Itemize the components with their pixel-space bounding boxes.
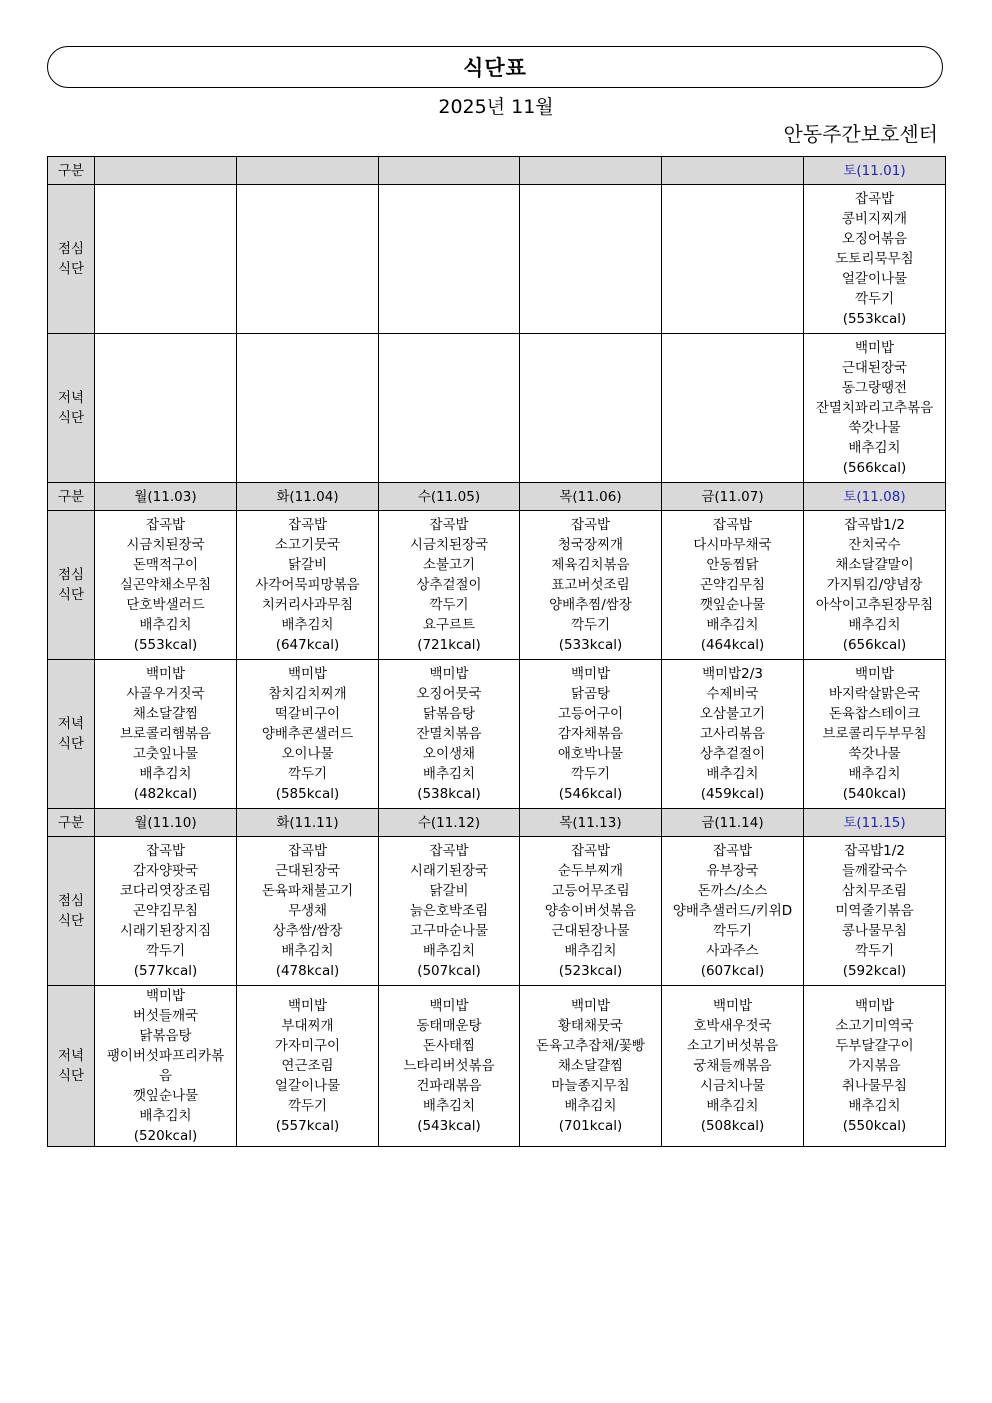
menu-item: 배추김치 [848, 766, 901, 782]
meal-label-line: 저녁 [57, 1048, 85, 1064]
meal-label-line: 식단 [57, 736, 85, 752]
day-header: 화(11.04) [237, 483, 379, 511]
menu-cell [95, 660, 237, 809]
menu-cell [379, 660, 520, 809]
menu-item: (701kcal) [558, 1118, 623, 1134]
menu-item: 잡곡밥 [570, 517, 611, 533]
menu-item: 사골우거짓국 [126, 686, 205, 702]
menu-item: (508kcal) [700, 1118, 765, 1134]
menu-item: 감자양팟국 [132, 863, 199, 879]
menu-cell [95, 185, 237, 334]
menu-item: (507kcal) [417, 963, 481, 979]
day-header: 금(11.14) [662, 809, 804, 837]
menu-cell [237, 660, 379, 809]
lunch-label [48, 837, 95, 986]
menu-item: 백미밥 [570, 666, 611, 682]
menu-item: 호박새우젓국 [693, 1018, 772, 1034]
menu-item: 감자채볶음 [557, 726, 624, 742]
menu-cell [520, 986, 662, 1147]
menu-item: 애호박나물 [557, 746, 624, 762]
lunch-row [48, 511, 946, 660]
menu-item: 백미밥 [429, 666, 469, 682]
menu-item: 배추김치 [139, 766, 192, 782]
menu-item: 삼치무조림 [841, 883, 908, 899]
menu-item: 닭볶음탕 [139, 1028, 192, 1044]
menu-item: 백미밥 [854, 666, 895, 682]
menu-item: 깍두기 [854, 291, 895, 307]
menu-cell [95, 986, 237, 1147]
menu-item: 콩나물무침 [841, 923, 908, 939]
menu-item: 다시마무채국 [693, 537, 772, 553]
menu-item: 배추김치 [848, 440, 901, 456]
meal-label-line: 점심 [57, 241, 85, 257]
menu-item: 백미밥 [287, 998, 328, 1014]
menu-item: (607kcal) [700, 963, 765, 979]
menu-item: 잡곡밥 [429, 517, 469, 533]
menu-item: 닭갈비 [287, 557, 328, 573]
menu-item: 배추김치 [848, 617, 901, 633]
menu-item: 잡곡밥 [712, 843, 753, 859]
menu-cell [662, 334, 804, 483]
dinner-row [48, 660, 946, 809]
menu-item: 소고기뭇국 [274, 537, 341, 553]
menu-item: 잡곡밥 [145, 843, 186, 859]
menu-cell [662, 837, 804, 986]
menu-item: 잡곡밥 [712, 517, 753, 533]
menu-item: 잡곡밥 [429, 843, 469, 859]
day-header [95, 157, 237, 185]
menu-item: 코다리엿장조림 [119, 883, 212, 899]
organization-name: 안동주간보호센터 [783, 122, 938, 146]
menu-item: 깍두기 [854, 943, 895, 959]
menu-item: 깍두기 [287, 1098, 328, 1114]
day-header: 수(11.12) [379, 809, 520, 837]
menu-item: 채소달걀말이 [835, 557, 914, 573]
menu-item: 제육김치볶음 [551, 557, 630, 573]
meal-label-line: 식단 [57, 410, 85, 426]
menu-item: 동그랑땡전 [841, 380, 908, 396]
menu-item: 쑥갓나물 [848, 746, 901, 762]
menu-item: 백미밥2/3 [702, 666, 763, 682]
menu-item: 근대된장국 [841, 360, 908, 376]
menu-item: 사각어묵피망볶음 [255, 577, 360, 593]
category-label: 구분 [48, 157, 95, 185]
menu-cell [95, 837, 237, 986]
menu-item: 깍두기 [570, 617, 611, 633]
menu-item: 실곤약채소무침 [119, 577, 212, 593]
menu-item: 돈사태찜 [422, 1038, 476, 1054]
menu-item: 상추겉절이 [416, 577, 482, 593]
menu-item: 느타리버섯볶음 [403, 1058, 495, 1074]
menu-item: 요구르트 [422, 617, 476, 633]
menu-cell [520, 511, 662, 660]
menu-item: (538kcal) [417, 786, 481, 802]
menu-item: 얼갈이나물 [274, 1078, 341, 1094]
menu-item: 잡곡밥1/2 [844, 843, 905, 859]
category-label: 구분 [48, 483, 95, 511]
menu-item: 양배추콘샐러드 [261, 726, 354, 742]
meal-label-line: 식단 [57, 587, 85, 603]
menu-item: 깍두기 [570, 766, 611, 782]
day-header: 수(11.05) [379, 483, 520, 511]
menu-item: 오삼불고기 [699, 706, 766, 722]
menu-item: 건파래볶음 [416, 1078, 482, 1094]
menu-cell [237, 334, 379, 483]
menu-cell [379, 837, 520, 986]
day-header: 화(11.11) [237, 809, 379, 837]
menu-item: (459kcal) [700, 786, 765, 802]
menu-cell [520, 185, 662, 334]
week-header-row [48, 483, 946, 511]
menu-cell [520, 837, 662, 986]
menu-item: 가자미구이 [274, 1038, 341, 1054]
menu-cell [379, 986, 520, 1147]
menu-item: 황태채뭇국 [557, 1018, 624, 1034]
menu-item: 떡갈비구이 [274, 706, 341, 722]
menu-item: 양배추샐러드/키위D [672, 903, 793, 919]
lunch-row [48, 837, 946, 986]
week-header-row [48, 809, 946, 837]
menu-item: 부대찌개 [281, 1018, 334, 1034]
menu-item: 고등어구이 [557, 706, 624, 722]
menu-item: 잡곡밥 [287, 517, 328, 533]
meal-label-line: 점심 [57, 893, 85, 909]
dinner-label [48, 334, 95, 483]
menu-cell [662, 660, 804, 809]
menu-item: (553kcal) [842, 311, 907, 327]
menu-item: 시금치된장국 [409, 537, 489, 553]
menu-item: (553kcal) [133, 637, 198, 653]
menu-item: 닭갈비 [429, 883, 469, 899]
menu-item: 콩비지찌개 [841, 211, 908, 227]
menu-cell [804, 511, 946, 660]
menu-cell [662, 185, 804, 334]
menu-item: (592kcal) [842, 963, 907, 979]
menu-item: 백미밥 [854, 340, 895, 356]
meal-label-line: 저녁 [57, 716, 85, 732]
day-header [379, 157, 520, 185]
menu-item: 쑥갓나물 [848, 420, 901, 436]
menu-item: 버섯들깨국 [132, 1008, 199, 1024]
menu-item: 무생채 [287, 903, 328, 919]
lunch-label [48, 511, 95, 660]
menu-item: 닭볶음탕 [422, 706, 476, 722]
menu-item: 배추김치 [281, 617, 334, 633]
menu-cell [520, 660, 662, 809]
day-header: 토(11.01) [804, 157, 946, 185]
menu-item: (533kcal) [558, 637, 623, 653]
menu-item: 고구마순나물 [409, 923, 489, 939]
menu-item: 오이생채 [422, 746, 476, 762]
menu-item: 잡곡밥 [287, 843, 328, 859]
menu-item: 음 [158, 1068, 173, 1084]
menu-cell [520, 334, 662, 483]
menu-item: 양배추찜/쌈장 [549, 597, 632, 613]
menu-cell [95, 334, 237, 483]
menu-item: 잡곡밥 [854, 191, 895, 207]
dinner-row [48, 334, 946, 483]
menu-item: 배추김치 [564, 943, 617, 959]
menu-cell [95, 511, 237, 660]
menu-item: 배추김치 [139, 617, 192, 633]
day-header [520, 157, 662, 185]
menu-item: 백미밥 [854, 998, 895, 1014]
menu-item: (546kcal) [558, 786, 623, 802]
menu-item: 상추겉절이 [699, 746, 766, 762]
menu-item: 소고기미역국 [835, 1018, 914, 1034]
menu-item: 취나물무침 [841, 1078, 908, 1094]
day-header: 금(11.07) [662, 483, 804, 511]
menu-item: 늙은호박조림 [409, 903, 489, 919]
day-header: 목(11.06) [520, 483, 662, 511]
menu-item: 오이나물 [281, 746, 334, 762]
menu-item: 유부장국 [706, 863, 759, 879]
menu-cell [237, 511, 379, 660]
menu-item: 들깨칼국수 [841, 863, 908, 879]
menu-item: 곤약김무침 [132, 903, 199, 919]
menu-item: 돈육고추잡채/꽃빵 [536, 1038, 645, 1054]
menu-item: 사과주스 [706, 943, 759, 959]
menu-item: (656kcal) [842, 637, 907, 653]
meal-label-line: 식단 [57, 1068, 85, 1084]
menu-item: 깍두기 [287, 766, 328, 782]
day-header: 토(11.15) [804, 809, 946, 837]
menu-item: 배추김치 [139, 1108, 192, 1124]
menu-item: 시래기된장국 [409, 863, 489, 879]
menu-cell [804, 334, 946, 483]
menu-item: 오징어볶음 [841, 231, 908, 247]
menu-item: (520kcal) [133, 1128, 198, 1144]
menu-item: (540kcal) [842, 786, 907, 802]
menu-cell [237, 185, 379, 334]
menu-item: 깻잎순나물 [132, 1088, 199, 1104]
month-subtitle: 2025년 11월 [438, 96, 554, 118]
menu-item: 연근조림 [281, 1058, 334, 1074]
menu-item: 시금치나물 [699, 1078, 766, 1094]
menu-item: 깍두기 [145, 943, 186, 959]
menu-item: 백미밥 [145, 666, 186, 682]
lunch-row [48, 185, 946, 334]
menu-item: 양송이버섯볶음 [544, 903, 637, 919]
meal-label-line: 식단 [57, 261, 85, 277]
menu-item: 돈육찹스테이크 [828, 706, 921, 722]
menu-item: (523kcal) [558, 963, 623, 979]
menu-item: (557kcal) [275, 1118, 340, 1134]
menu-item: 배추김치 [281, 943, 334, 959]
menu-item: 깻잎순나물 [699, 597, 766, 613]
title-box [47, 46, 943, 88]
menu-item: 브로콜리두부무침 [822, 726, 927, 742]
category-label: 구분 [48, 809, 95, 837]
menu-item: (577kcal) [133, 963, 198, 979]
menu-cell [662, 986, 804, 1147]
day-header: 토(11.08) [804, 483, 946, 511]
menu-cell [804, 660, 946, 809]
menu-item: 곤약김무침 [699, 577, 766, 593]
menu-item: (543kcal) [417, 1118, 481, 1134]
menu-cell [804, 986, 946, 1147]
day-header [662, 157, 804, 185]
menu-item: 청국장찌개 [557, 537, 624, 553]
menu-item: (464kcal) [700, 637, 765, 653]
menu-item: 근대된장나물 [551, 923, 630, 939]
menu-item: 순두부찌개 [557, 863, 624, 879]
menu-item: (550kcal) [842, 1118, 907, 1134]
menu-item: (566kcal) [842, 460, 907, 476]
menu-item: 배추김치 [422, 1098, 476, 1114]
menu-item: 닭곰탕 [570, 686, 611, 702]
menu-item: 시금치된장국 [126, 537, 205, 553]
menu-item: 잡곡밥 [570, 843, 611, 859]
menu-item: 근대된장국 [274, 863, 341, 879]
menu-item: 도토리묵무침 [835, 251, 914, 267]
menu-item: (585kcal) [275, 786, 340, 802]
menu-cell [237, 986, 379, 1147]
menu-item: 배추김치 [848, 1098, 901, 1114]
menu-item: 마늘종지무침 [551, 1078, 630, 1094]
menu-cell [237, 837, 379, 986]
menu-item: 깍두기 [712, 923, 753, 939]
lunch-label [48, 185, 95, 334]
menu-item: 백미밥 [429, 998, 469, 1014]
day-header [237, 157, 379, 185]
menu-item: 안동찜닭 [706, 557, 759, 573]
menu-cell [379, 334, 520, 483]
menu-item: 오징어뭇국 [416, 686, 482, 702]
menu-item: 동태매운탕 [416, 1018, 482, 1034]
dinner-row [48, 986, 946, 1147]
menu-item: 배추김치 [422, 943, 476, 959]
menu-item: 두부달걀구이 [835, 1038, 914, 1054]
menu-item: 미역줄기볶음 [835, 903, 914, 919]
menu-item: 바지락살맑은국 [828, 686, 921, 702]
dinner-label [48, 660, 95, 809]
menu-item: 배추김치 [706, 617, 759, 633]
menu-cell [804, 185, 946, 334]
menu-item: 백미밥 [287, 666, 328, 682]
menu-item: 채소달걀찜 [557, 1058, 624, 1074]
menu-item: 참치김치찌개 [268, 686, 347, 702]
menu-item: 고등어무조림 [551, 883, 630, 899]
day-header: 목(11.13) [520, 809, 662, 837]
menu-item: 돈육파채불고기 [261, 883, 354, 899]
menu-item: 잡곡밥 [145, 517, 186, 533]
menu-item: 고사리볶음 [699, 726, 766, 742]
menu-item: 단호박샐러드 [126, 597, 205, 613]
day-header: 월(11.03) [95, 483, 237, 511]
menu-item: 백미밥 [712, 998, 753, 1014]
menu-item: 얼갈이나물 [841, 271, 908, 287]
menu-item: 시래기된장지짐 [119, 923, 212, 939]
menu-item: 배추김치 [564, 1098, 617, 1114]
menu-item: 잔치국수 [848, 537, 901, 553]
menu-item: 상추쌈/쌈장 [272, 923, 343, 939]
day-header: 월(11.10) [95, 809, 237, 837]
menu-item: (721kcal) [417, 637, 481, 653]
dinner-label [48, 986, 95, 1147]
menu-cell [662, 511, 804, 660]
menu-item: 깍두기 [429, 597, 469, 613]
page-title: 식단표 [463, 56, 527, 80]
menu-item: 배추김치 [706, 1098, 759, 1114]
menu-item: 브로콜리햄볶음 [119, 726, 212, 742]
menu-cell [379, 185, 520, 334]
menu-item: (647kcal) [275, 637, 340, 653]
menu-item: 돈맥적구이 [132, 557, 199, 573]
menu-item: 수제비국 [706, 686, 759, 702]
menu-item: 소불고기 [422, 557, 476, 573]
menu-item: 백미밥 [145, 988, 186, 1004]
menu-item: 배추김치 [706, 766, 759, 782]
menu-item: 돈까스/소스 [697, 883, 768, 899]
menu-item: 배추김치 [422, 766, 476, 782]
menu-item: 백미밥 [570, 998, 611, 1014]
menu-item: 아삭이고추된장무침 [815, 597, 934, 613]
menu-item: 채소달걀찜 [132, 706, 199, 722]
meal-label-line: 식단 [57, 913, 85, 929]
menu-item: 팽이버섯파프리카볶 [106, 1048, 225, 1064]
meal-label-line: 저녁 [57, 390, 85, 406]
menu-cell [804, 837, 946, 986]
menu-item: (478kcal) [275, 963, 340, 979]
menu-item: 궁채들깨볶음 [693, 1058, 772, 1074]
meal-label-line: 점심 [57, 567, 85, 583]
menu-item: 가지튀김/양념장 [826, 577, 923, 593]
menu-item: 소고기버섯볶음 [686, 1038, 779, 1054]
meal-plan-table [47, 156, 946, 1147]
menu-item: (482kcal) [133, 786, 198, 802]
menu-item: 잡곡밥1/2 [844, 517, 905, 533]
menu-item: 표고버섯조림 [551, 577, 630, 593]
menu-cell [379, 511, 520, 660]
menu-item: 가지볶음 [848, 1058, 901, 1074]
menu-item: 치커리사과무침 [261, 597, 354, 613]
menu-item: 잔멸치볶음 [416, 726, 482, 742]
week-header-row [48, 157, 946, 185]
menu-item: 잔멸치꽈리고추볶음 [815, 400, 934, 416]
menu-item: 고춧잎나물 [132, 746, 199, 762]
